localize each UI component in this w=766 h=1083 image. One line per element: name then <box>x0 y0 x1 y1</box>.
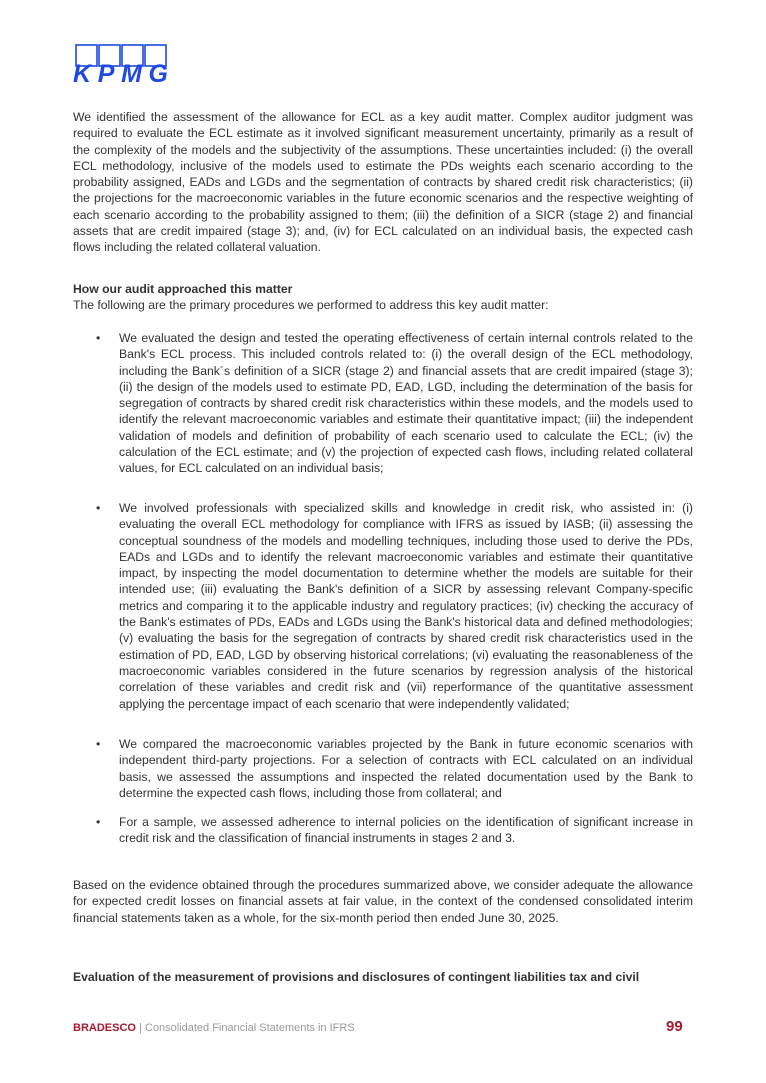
list-item <box>96 500 693 712</box>
next-section-heading: Evaluation of the measurement of provisions and disclosures of contingent liabilities tax and civil <box>73 970 640 984</box>
list-item <box>96 814 693 847</box>
bullet-icon: • <box>96 331 101 345</box>
footer <box>73 1022 355 1034</box>
list-item-text: We evaluated the design and tested the operating effectiveness of certain internal controls related to the Bank's ECL process. This included controls related to: (i) the overall design of the ECL methodology, including the Bank´s definition of a SICR (stage 2) and financial assets that are credit impaired (stage 3); (ii) the design of the models used to estimate PD, EAD, LGD, including the determination of the basis for segregation of contracts by shared credit risk characteristics within these models, and the models used to identify the relevant macroeconomic variables and estimate their quantitative impact; (iii) the independent validation of models and definition of probability of each scenario used to calculate the ECL; (iv) the calculation of the ECL estimate; and (v) the projection of expected cash flows, including related collateral values, for ECL calculated on an individual basis; <box>119 331 693 476</box>
list-item-text: We involved professionals with specialized skills and knowledge in credit risk, who assisted in: (i) evaluating the overall ECL methodology for compliance with IFRS as issued by IASB; (ii) assessing the conceptual soundness of the models and modelling techniques, including those used to derive the PDs, EADs and LGDs and to identify the relevant macroeconomic variables and estimate their quantitative impact, by inspecting the model documentation to determine whether the models are suitable for their intended use; (iii) evaluating the Bank's definition of a SICR by assessing relevant Company-specific metrics and comparing it to the applicable industry and regulatory practices; (iv) checking the accuracy of the Bank's estimates of PDs, EADs and LGDs using the Bank's historical data and defined methodologies; (v) evaluating the basis for the segregation of contracts by shared credit risk characteristics used in the estimation of PD, EAD, LGD by observing historical correlations; (vi) evaluating the reasonableness of the macroeconomic variables considered in the future scenarios by regression analysis of the historical correlation of these variables and credit risk and (vii) reperformance of the quantitative assessment applying the percentage impact of each scenario that were independently validated; <box>119 501 693 711</box>
approach-section <box>73 281 693 314</box>
list-item-text: For a sample, we assessed adherence to internal policies on the identification of significant increase in credit risk and the classification of financial instruments in stages 2 and 3. <box>119 815 693 846</box>
intro-paragraph <box>73 109 693 256</box>
bullet-icon: • <box>96 815 101 829</box>
footer-separator: | <box>135 1022 145 1034</box>
footer-company: BRADESCO <box>73 1022 136 1034</box>
kpmg-logo <box>72 44 172 86</box>
list-item <box>96 330 693 477</box>
conclusion-paragraph: Based on the evidence obtained through the procedures summarized above, we consider adequate the allowance for expected credit losses on financial assets at fair value, in the context of the condensed consolidated interim financial statements taken as a whole, for the six-month period then ended June 30, 2025. <box>73 878 693 925</box>
page-number: 99 <box>666 1018 683 1035</box>
footer-title: Consolidated Financial Statements in IFRS <box>144 1022 355 1034</box>
approach-intro: The following are the primary procedures we performed to address this key audit matter: <box>73 298 549 313</box>
list-item-text: We compared the macroeconomic variables projected by the Bank in future economic scenarios with independent third-party projections. For a selection of contracts with ECL calculated on an individual basis, we assessed the assumptions and inspected the related documentation used by the Bank to determine the expected cash flows, including those from collateral; and <box>119 737 693 800</box>
svg-text:KPMG: KPMG <box>73 60 168 86</box>
bullet-icon: • <box>96 501 101 515</box>
intro-text: We identified the assessment of the allowance for ECL as a key audit matter. Complex auditor judgment was required to evaluate the ECL estimate as it involved significant measurement uncertainty, primarily as a result of the complexity of the models and the subjectivity of the assumptions. These uncertainties included: (i) the overall ECL methodology, inclusive of the models used to estimate the PDs weights each scenario according to the probability assigned, EADs and LGDs and the segmentation of contracts by shared credit risk characteristics; (ii) the projections for the macroeconomic variables in the future economic scenarios and the respective weighting of each scenario according to the probability assigned to them; (iii) the definition of a SICR (stage 2) and financial assets that are credit impaired (stage 3); and, (iv) for ECL calculated on an individual basis, the expected cash flows including the related collateral valuation. <box>73 110 693 255</box>
list-item <box>96 736 693 801</box>
bullet-icon: • <box>96 737 101 751</box>
approach-heading: How our audit approached this matter <box>73 282 293 296</box>
